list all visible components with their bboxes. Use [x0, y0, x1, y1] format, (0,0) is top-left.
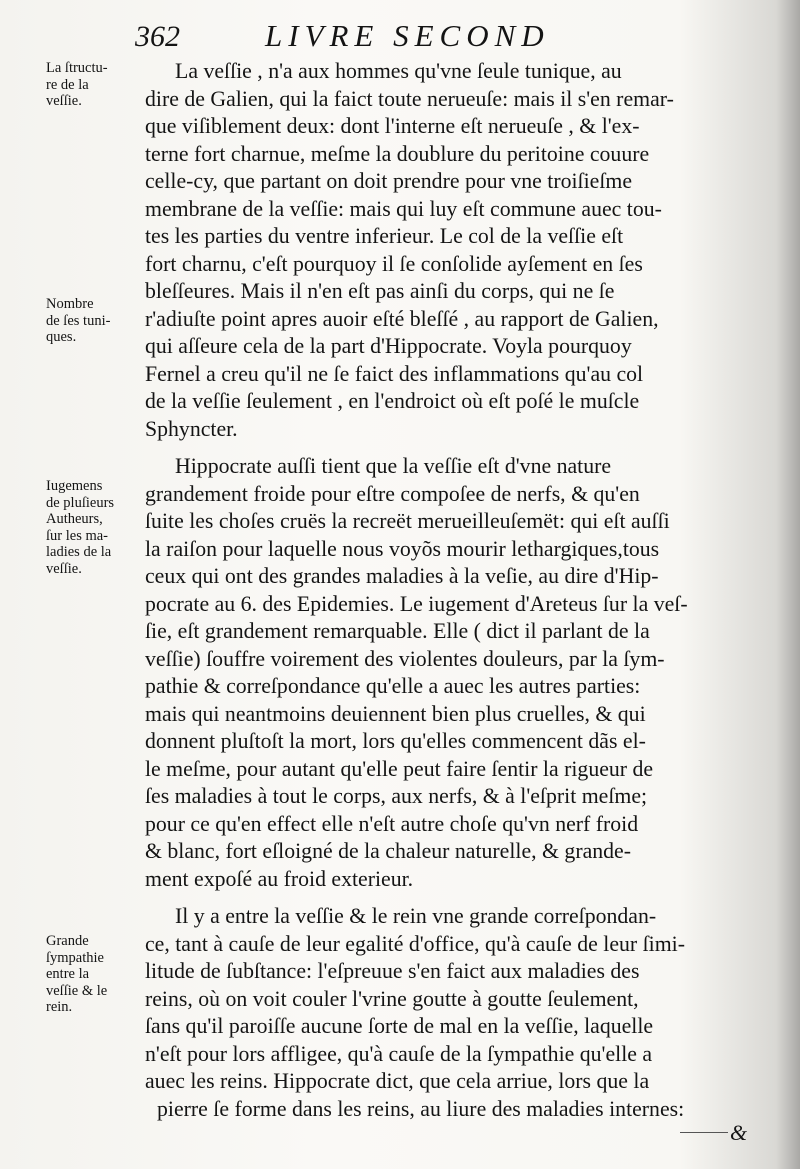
text-line: auec les reins. Hippocrate dict, que cela arriue, lors que la	[145, 1069, 650, 1093]
text-line: donnent pluſtoſt la mort, lors qu'elles commencent dãs el-	[145, 729, 646, 753]
text-line: ſes maladies à tout le corps, aux nerfs, & à l'eſprit meſme;	[145, 784, 648, 808]
text-line: tes les parties du ventre inferieur. Le col de la veſſie eſt	[145, 224, 624, 248]
text-line: pierre ſe forme dans les reins, au liure des maladies internes:	[157, 1096, 685, 1121]
text-line: ce, tant à cauſe de leur egalité d'office, qu'à cauſe de leur ſimi-	[145, 931, 685, 956]
side-note-line: re de la	[46, 76, 89, 93]
side-note-line: veſſie.	[46, 560, 82, 577]
catchword: &	[730, 1120, 748, 1145]
side-note-line: ſur les ma-	[46, 527, 109, 544]
side-note-structure	[46, 60, 146, 110]
text-line: ſuite les choſes cruës la recreët merueilleuſemët: qui eſt auſſi	[145, 509, 670, 533]
side-note-line: Autheurs,	[46, 511, 103, 527]
text-line: pocrate au 6. des Epidemies. Le iugement d'Areteus ſur la veſ-	[145, 591, 688, 616]
text-line: ſie, eſt grandement remarquable. Elle ( dict il parlant de la	[145, 619, 650, 643]
text-line: le meſme, pour autant qu'elle peut faire ſentir la rigueur de	[145, 756, 654, 781]
text-line: Fernel a creu qu'il ne ſe faict des inflammations qu'au col	[145, 361, 644, 386]
text-line: membrane de la veſſie: mais qui luy eſt commune auec tou-	[145, 196, 662, 221]
text-line: litude de ſubſtance: l'eſpreuue s'en faict aux maladies des	[145, 959, 640, 983]
book-title: LIVRE SECOND	[265, 18, 550, 53]
text-line: mais qui neantmoins deuiennent bien plus cruelles, & qui	[145, 701, 646, 726]
text-line: Hippocrate auſſi tient que la veſſie eſt d'vne nature	[175, 454, 612, 478]
text-line: r'adiuſte point apres auoir eſté bleſſé , au rapport de Galien,	[145, 306, 659, 331]
side-note-line: Nombre	[46, 296, 94, 312]
text-line: n'eſt pour lors affligee, qu'à cauſe de la ſympathie qu'elle a	[145, 1041, 653, 1066]
catchword-rule	[680, 1132, 728, 1133]
text-line: fort charnu, c'eſt pourquoy il ſe conſolide ayſement en ſes	[145, 251, 643, 276]
side-note-line: rein.	[46, 999, 73, 1015]
text-line: ceux qui ont des grandes maladies à la veſie, au dire d'Hip-	[145, 564, 659, 588]
text-line: la raiſon pour laquelle nous voyõs mourir lethargiques,tous	[145, 536, 660, 561]
text-line: & blanc, fort eſloigné de la chaleur naturelle, & grande-	[145, 839, 631, 863]
side-note-line: Iugemens	[46, 478, 103, 494]
text-line: que viſiblement deux: dont l'interne eſt nerueuſe , & l'ex-	[145, 114, 640, 138]
text-line: pour ce qu'en effect elle n'eſt autre choſe qu'vn nerf froid	[145, 811, 639, 836]
running-head	[135, 18, 775, 58]
text-line: dire de Galien, qui la faict toute nerueuſe: mais il s'en remar-	[145, 86, 674, 111]
text-line: veſſie) ſouffre voirement des violentes douleurs, par la ſym-	[145, 646, 665, 671]
side-note-line: ladies de la	[46, 544, 112, 560]
text-line: terne fort charnue, meſme la doublure du peritoine couure	[145, 141, 650, 166]
text-line: de la veſſie ſeulement , en l'endroict où eſt poſé le muſcle	[145, 389, 640, 413]
text-line: grandement froide pour eſtre compoſee de nerfs, & qu'en	[145, 481, 640, 506]
text-line: ment expoſé au froid exterieur.	[145, 866, 414, 891]
text-line: bleſſeures. Mais il n'en eſt pas ainſi du corps, qui ne ſe	[145, 279, 615, 303]
side-note-line: La ſtructu-	[46, 60, 108, 76]
text-line: reins, où on voit couler l'vrine goutte à goutte ſeulement,	[145, 986, 639, 1011]
side-note-tunics	[46, 296, 146, 346]
text-line: ſans qu'il paroiſſe aucune ſorte de mal en la veſſie, laquelle	[145, 1014, 654, 1038]
page-number: 362	[135, 20, 180, 53]
side-note-line: veſſie.	[46, 93, 82, 109]
text-line: celle-cy, que partant on doit prendre pour vne troiſieſme	[145, 169, 633, 193]
text-line: pathie & correſpondance qu'elle a auec les autres parties:	[145, 674, 641, 698]
side-note-sympathy	[46, 933, 146, 1016]
text-line: Il y a entre la veſſie & le rein vne grande correſpondan-	[175, 904, 657, 928]
side-note-line: veſſie & le	[46, 982, 108, 999]
side-note-line: de ſes tuni-	[46, 312, 111, 329]
text-line: La veſſie , n'a aux hommes qu'vne ſeule tunique, au	[175, 59, 622, 83]
side-note-line: Grande	[46, 933, 89, 949]
side-note-line: ques.	[46, 329, 77, 345]
side-note-line: de pluſieurs	[46, 494, 115, 511]
text-line: qui aſſeure cela de la part d'Hippocrate. Voyla pourquoy	[145, 334, 632, 358]
side-note-line: entre la	[46, 966, 90, 982]
side-note-line: ſympathie	[46, 949, 104, 966]
side-note-judgements	[46, 478, 146, 577]
text-line: Sphyncter.	[145, 416, 238, 441]
